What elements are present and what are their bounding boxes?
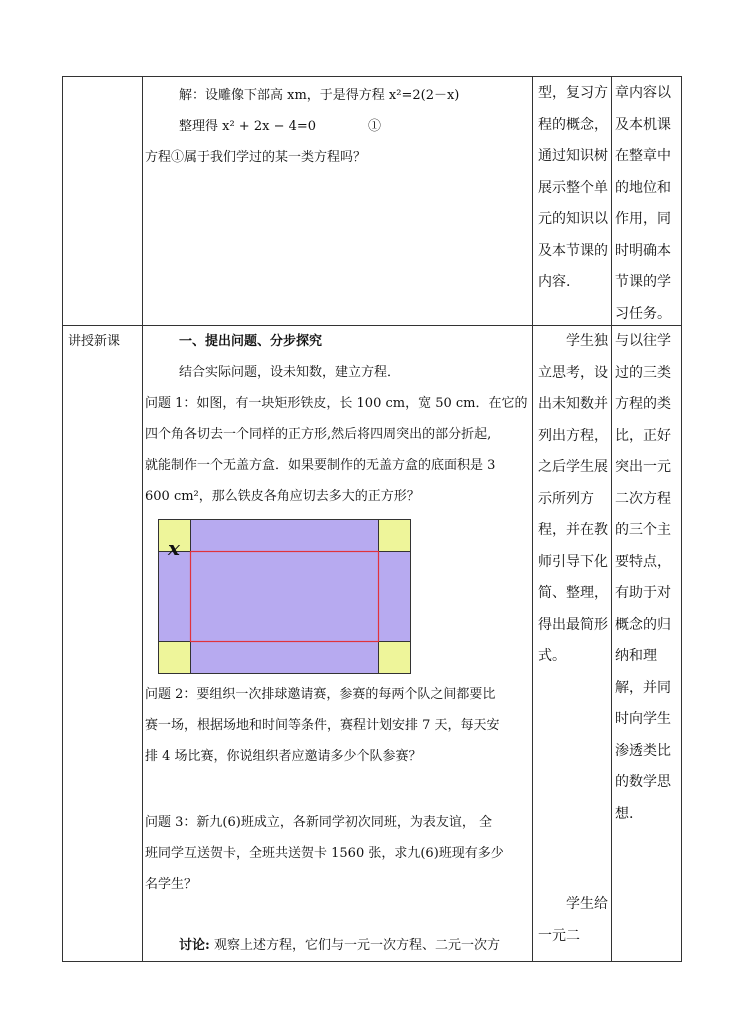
problem1-line: 问题 1：如图，有一块矩形铁皮，长 100 cm，宽 50 cm．在它的 xyxy=(145,396,528,411)
problem1-line: 四个角各切去一个同样的正方形,然后将四周突出的部分折起, xyxy=(145,427,492,442)
discussion-line xyxy=(145,930,530,961)
table-top-border xyxy=(62,76,682,77)
table-bottom-border xyxy=(62,961,682,962)
column-divider-3 xyxy=(611,76,612,962)
problem2-line: 问题 2：要组织一次排球邀请赛，参赛的每两个队之间都要比 xyxy=(145,687,496,702)
discussion-text: 观察上述方程，它们与一元一次方程、二元一次方 xyxy=(213,938,500,953)
intro-line: 结合实际问题，设未知数，建立方程． xyxy=(179,365,401,380)
side-length-label: x xyxy=(168,536,180,560)
corner-square-top-right xyxy=(379,520,411,552)
problem2-line: 排 4 场比赛，你说组织者应邀请多少个队参赛？ xyxy=(145,749,422,764)
row2-student-activity: 学生独立思考，设出未知数并列出方程，之后学生展示所列方程，并在教师引导下化简、整理，得出最简形式。 xyxy=(538,333,608,664)
row2-main-cell xyxy=(145,326,530,512)
row1-design-intent: 章内容以及本机课在整章中的地位和作用，同时明确本节课的学习任务。 xyxy=(615,85,671,322)
problem3-block xyxy=(145,807,530,900)
question-line: 方程①属于我们学过的某一类方程吗？ xyxy=(145,150,367,165)
solution-line: 解：设雕像下部高 xm，于是得方程 x²=2(2－x) xyxy=(179,88,460,103)
column-divider-1 xyxy=(142,76,143,962)
section-heading: 一、提出问题、分步探究 xyxy=(179,334,323,349)
equation-line: 整理得 x² + 2x − 4=0 ① xyxy=(179,119,382,134)
row1-main-cell xyxy=(145,80,530,173)
section-label: 讲授新课 xyxy=(68,334,121,349)
problem1-line: 600 cm²，那么铁皮各角应切去多大的正方形？ xyxy=(145,489,420,504)
discussion-label: 讨论: xyxy=(179,938,210,953)
problem2-line: 赛一场，根据场地和时间等条件，赛程计划安排 7 天，每天安 xyxy=(145,718,500,733)
column-divider-2 xyxy=(532,76,533,962)
problem1-line: 就能制作一个无盖方盒．如果要制作的无盖方盒的底面积是 3 xyxy=(145,458,496,473)
iron-sheet xyxy=(159,520,411,674)
iron-sheet-figure xyxy=(158,519,411,674)
table-left-border xyxy=(62,76,63,962)
row1-student-activity: 型，复习方程的概念，通过知识树展示整个单元的知识以及本节课的内容. xyxy=(538,85,608,290)
corner-square-bottom-left xyxy=(159,642,191,674)
corner-square-bottom-right xyxy=(379,642,411,674)
row2-design-intent: 与以往学过的三类方程的类比，正好突出一元二次方程的三个主要特点，有助于对概念的归纳和理解，并同时向学生渗透类比的数学思想. xyxy=(615,333,671,822)
problem3-line: 名学生？ xyxy=(145,877,198,892)
problem3-line: 班同学互送贺卡，全班共送贺卡 1560 张，求九(6)班现有多少 xyxy=(145,846,504,861)
problem3-line: 问题 3：新九(6)班成立，各新同学初次同班，为表友谊， 全 xyxy=(145,815,492,830)
problem2-block xyxy=(145,679,530,772)
row2-student-activity-continued: 学生给一元二 xyxy=(538,896,608,944)
table-right-border xyxy=(681,76,682,962)
